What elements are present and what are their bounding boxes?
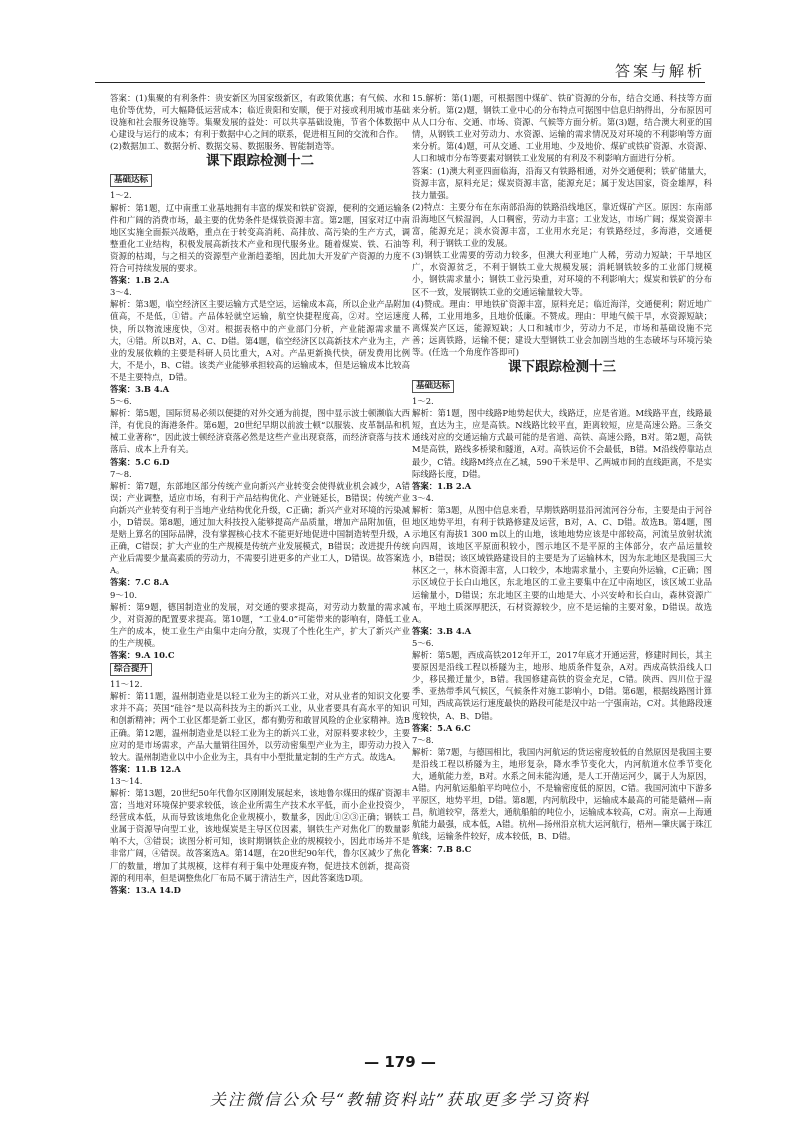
- section-title: 课下跟踪检测十三: [508, 359, 616, 376]
- text-block: 13～14.: [110, 775, 143, 786]
- section-title: 课下跟踪检测十二: [206, 153, 314, 170]
- left-column: [110, 92, 410, 1037]
- answer-line: 答案：9.A 10.C: [110, 650, 175, 661]
- answer-line: 答案：3.B 4.A: [412, 625, 472, 636]
- text-block: 7～8.: [412, 734, 434, 745]
- text-block: (2)数据加工、数据分析、数据交易、数据服务、智能制造等。: [110, 141, 340, 152]
- text-block: 1～2.: [110, 190, 132, 201]
- answer-line: 答案：1.B 2.A: [412, 480, 472, 491]
- text-block: 1～2.: [412, 396, 434, 407]
- text-block: 解析：第3题，从图中信息来看，早期铁路明显沿河流河谷分布，主要是由于河谷地区地势平坦，有利于铁路修建及运营，B对，A、C、D错。故选B。第4题，图示地区有海拔1 300 m以上的山地，该地地势应该是中部较高，河流呈放射状流向四周，该地区平原面积较小，图示地区不是平原的主体部分，农产品运量较小，B错误；该区域铁路建设目的主要是为了运输林木，因为东北地区是我国三大林区之一，林木资源丰富，人口较少，本地需求量小，主要向外运输，C正确；图示区域位于长白山地区，东北地区的工业主要集中在辽中南地区，该区域工业品运输量小，D错误；东北地区主要的山地是大、小兴安岭和长白山，森林资源广布，平地土质深厚肥沃，石材资源较少，应不是运输的主要对象，D错误。故选A。: [412, 504, 712, 624]
- text-block: 5～6.: [110, 396, 132, 407]
- text-block: 9～10.: [110, 589, 138, 600]
- section-tag: 基础达标: [412, 380, 454, 393]
- text-block: 解析：第1题，图中线路P地势起伏大，线路迂，应是省道。M线路平直，线路最短，直达为主，应是高铁。N线路比较平直，距离较短，应是高速公路。三条交通线对应的交通运输方式最可能的是省道、高铁、高速公路，B对。第2题，高铁M是高铁，路线多桥梁和隧道，A对。高铁运价不会最低，B错。M沿线停靠站点最少，C错。线路M终点在乙城，590千米是甲、乙两城市间的直线距离，不是实际线路长度，D错。: [412, 408, 712, 479]
- text-block: (2)特点：主要分布在东南部沿海的铁路沿线地区，靠近煤矿产区。原因：东南部沿海地区气候湿润，人口稠密，劳动力丰富；工业发达，市场广阔；煤炭资源丰富，能源充足；淡水资源丰富，工业用水充足；有铁路经过，多海港，交通便利，利于钢铁工业的发展。: [412, 201, 712, 249]
- text-block: 答案：(1)澳大利亚四面临海，沿海又有铁路相通，对外交通便利；铁矿储量大，资源丰富，原料充足；煤炭资源丰富，能源充足；属于发达国家，资金雄厚，科技力量强。: [412, 165, 712, 200]
- page-number: — 179 —: [364, 1053, 436, 1071]
- section-tag: 综合提升: [110, 663, 152, 676]
- text-block: 15.解析：第(1)题，可根据图中煤矿、铁矿资源的分布，结合交通、科技等方面来分析。第(2)题，钢铁工业中心的分布特点可据图中信息归纳得出，分布原因可从人口分布、交通、市场、资源、气候等方面分析。第(3)题，结合澳大利亚的国情，从钢铁工业对劳动力、水资源、运输的需求情况及对环境的不利影响等方面来分析。第(4)题，可从交通、工业用地、少及地价、煤矿或铁矿资源、水资源、人口和城市分布等要素对钢铁工业发展的有利及不利影响方面进行分析。: [412, 93, 712, 164]
- text-block: 解析：第9题，德国制造业的发展，对交通的要求提高，对劳动力数量的需求减少，对资源的配置要求提高。第10题，“工业4.0”可能带来的影响有，降低工业生产的成本，使工业生产由集中走向分散，实现了个性化生产，扩大了新兴产业的生产规模。: [110, 601, 410, 648]
- text-block: 7～8.: [110, 468, 132, 479]
- text-block: 解析：第1题，辽中南重工业基地拥有丰富的煤炭和铁矿资源，便利的交通运输条件和广阔的消费市场，最主要的优势条件是煤铁资源丰富。第2题，国家对辽中南地区实施全面振兴战略，重点在于转变高消耗、高排放、高污染的生产方式，调整重化工业结构，积极发展高新技术产业和现代服务业。随着煤炭、铁、石油等资源的枯竭，与之相关的资源型产业渐趋萎缩，因此加大开发矿产资源的力度不符合可持续发展的要求。: [110, 202, 410, 274]
- text-block: 解析：第13题，20世纪50年代鲁尔区刚刚发展起来，该地鲁尔煤田的煤矿资源丰富；当地对环境保护要求较低，该企业所需生产技术水平低，而小企业投资少，经营成本低，从而导致该地焦化企业规模小，数量多，因此①②③正确；钢铁工业属于资源导向型工业，该地煤炭是主导区位因素，钢铁生产对焦化厂的数量影响不大，③错误；读图分析可知，该时期钢铁企业的规模较小，因此市场并不是非常广阔，④错误。故答案选A。第14题，在20世纪90年代，鲁尔区减少了焦化厂的数量，增加了其规模，这样有利于集中处理废弃物，促进技术创新，提高资源的利用率，但是调整焦化厂布局不属于清洁生产，因此答案选D项。: [110, 787, 410, 883]
- text-block: 解析：第11题，温州制造业是以轻工业为主的新兴工业，对从业者的知识文化要求并不高；英国“硅谷”是以高科技为主的新兴工业，从业者要具有高水平的知识和创新精神；两个工业区都是新工业区，都有勤劳和敢冒风险的企业家精神。选B正确。第12题，温州制造业是以轻工业为主的新兴工业，对原料要求较少，主要应对的是市场需求，产品大量销往国外，以劳动密集型产业为主，即劳动力投入较大。温州制造业以中小企业为主，具有中小型批量定制的生产方式。故选A。: [110, 691, 410, 762]
- text-block: 解析：第7题，与德国相比，我国内河航运的货运密度较低的自然原因是我国主要是沿线工程以桥隧为主，地形复杂，降水季节变化大，内河航道水位季节变化大，通航能力差，B对。水系之间未能沟通，是人工开凿运河少，属于人为原因，A错。内河航运船舶平均吨位小，不是输密度低的原因，C错。我国河流中下游多平原区，地势平坦，D错。第8题，内河航段中，运输成本最高的可能是赣州—南昌，航道较窄，落差大，通航船舶的吨位小，运输成本较高，C对。南京—上海通航能力最强，成本低，A错。杭州—扬州沿京杭大运河航行，梧州—肇庆属于珠江航线，运输条件较好，成本较低，B、D错。: [412, 746, 712, 842]
- text-block: 解析：第3题，临空经济区主要运输方式是空运，运输成本高，所以企业产品附加值高，不是低，①错。产品体轻就空运输，航空快捷程度高，②对。空运速度快，所以物流速度快，③对。根据表格中的产业部门分析，产业能源需求量不大，④错。所以B对，A、C、D错。第4题，临空经济区以高新技术产业为主，产业的发展依赖的主要是科研人员比重大，A对。产品更新换代快，研发费用比例大，不是小，B、C错。该类产业能够承担较高的运输成本，但是运输成本比较高不是主要特点，D错。: [110, 299, 410, 382]
- answer-line: 答案：7.C 8.A: [110, 577, 169, 588]
- text-block: (3)钢铁工业需要的劳动力较多，但澳大利亚地广人稀，劳动力短缺；干旱地区广，水资源贫乏，不利于钢铁工业大规模发展；消耗钢铁较多的工业部门规模小，钢铁需求量小；钢铁工业污染重，对环境的不利影响大；煤炭和铁矿的分布区不一致，发展钢铁工业的交通运输量较大等。: [412, 250, 712, 297]
- header-rule: [95, 82, 705, 83]
- right-column: [412, 92, 712, 1037]
- header-title: 答案与解析: [614, 62, 705, 80]
- answer-line: 答案：5.C 6.D: [110, 456, 170, 467]
- text-block: 答案：(1)集聚的有利条件：贵安新区为国家级新区，有政策优惠；有气候、水和电价等优势，可大幅降低运营成本；临近贵阳和安顺，便于对接或利用城市基础设施和社会服务设施等。集聚发展的益处：可以共享基础设施，节省个体数据中心建设与运行的成本；有利于数据中心之间的联系，促进相互间的交流和合作。: [110, 93, 410, 140]
- footer-note: 关注微信公众号“教辅资料站”获取更多学习资料: [209, 1090, 591, 1109]
- text-block: 3～4.: [110, 287, 132, 298]
- answer-line: 答案：11.B 12.A: [110, 763, 181, 774]
- text-block: 解析：第5题，国际贸易必须以便捷的对外交通为前提，图中显示波士顿濒临大西洋，有优良的海港条件。第6题，20世纪早期以前波士顿“以服装、皮革制品和机械工业著称”，因此波士顿经济衰落必然是这些产业出现衰落，而经济衰落与技术落后、成本上升有关。: [110, 408, 410, 455]
- section-tag: 基础达标: [110, 174, 152, 187]
- answer-line: 答案：13.A 14.D: [110, 884, 181, 895]
- answer-line: 答案：5.A 6.C: [412, 722, 471, 733]
- text-block: 11～12.: [110, 679, 143, 690]
- text-block: 3～4.: [412, 492, 434, 503]
- text-block: 解析：第7题，东部地区部分传统产业向新兴产业转变会使得就业机会减少，A错误；产业调整，适应市场，有利于产品结构优化、产业链延长，B错误；传统产业向新兴产业转变有利于当地产业结构优化升级，C正确；新兴产业对环境的污染减小，D错误。第8题，通过加大科技投入能够提高产品质量，增加产品附加值，但是赔上算名的国际品牌，没有掌握核心技术不能更好地促进中国制造转型升级，A正确，C错误；扩大产业的生产规模是传统产业发展模式，B错误；改进提升传统产业后需要少量高素质的劳动力，不需要引进更多的产业工人，D错误。故答案选A。: [110, 480, 410, 576]
- text-block: 5～6.: [412, 637, 434, 648]
- answer-line: 答案：3.B 4.A: [110, 383, 170, 394]
- answer-line: 答案：7.B 8.C: [412, 843, 472, 854]
- answer-line: 答案：1.B 2.A: [110, 275, 170, 286]
- text-block: 解析：第5题，西成高铁2012年开工，2017年底才开通运营，修建时间长，其主要原因是沿线工程以桥隧为主，地形、地质条件复杂，A对。西成高铁沿线人口少，移民搬迁量少，B错。我国修建高铁的资金充足，C错。陕西、四川位于湿季、亚热带季风气候区，气候条件对施工影响小，D错。第6题，根据线路图计算可知，西成高铁运行速度最快的路段可能是汉中站一宁强南站，C对。其他路段速度较快，A、B、D错。: [412, 650, 712, 721]
- text-block: (4)赞成。理由：甲地铁矿资源丰富，原料充足；临近海洋，交通便利；附近地广人稀，工业用地多，且地价低廉。不赞成。理由：甲地气候干旱，水资源短缺；离煤炭产区远，能源短缺；人口和城市少，劳动力不足，市场和基础设施不完善；远离铁路，运输不便；建设大型钢铁工业会加剧当地的生态破坏与环境污染等。(任选一个角度作答即可): [412, 298, 712, 357]
